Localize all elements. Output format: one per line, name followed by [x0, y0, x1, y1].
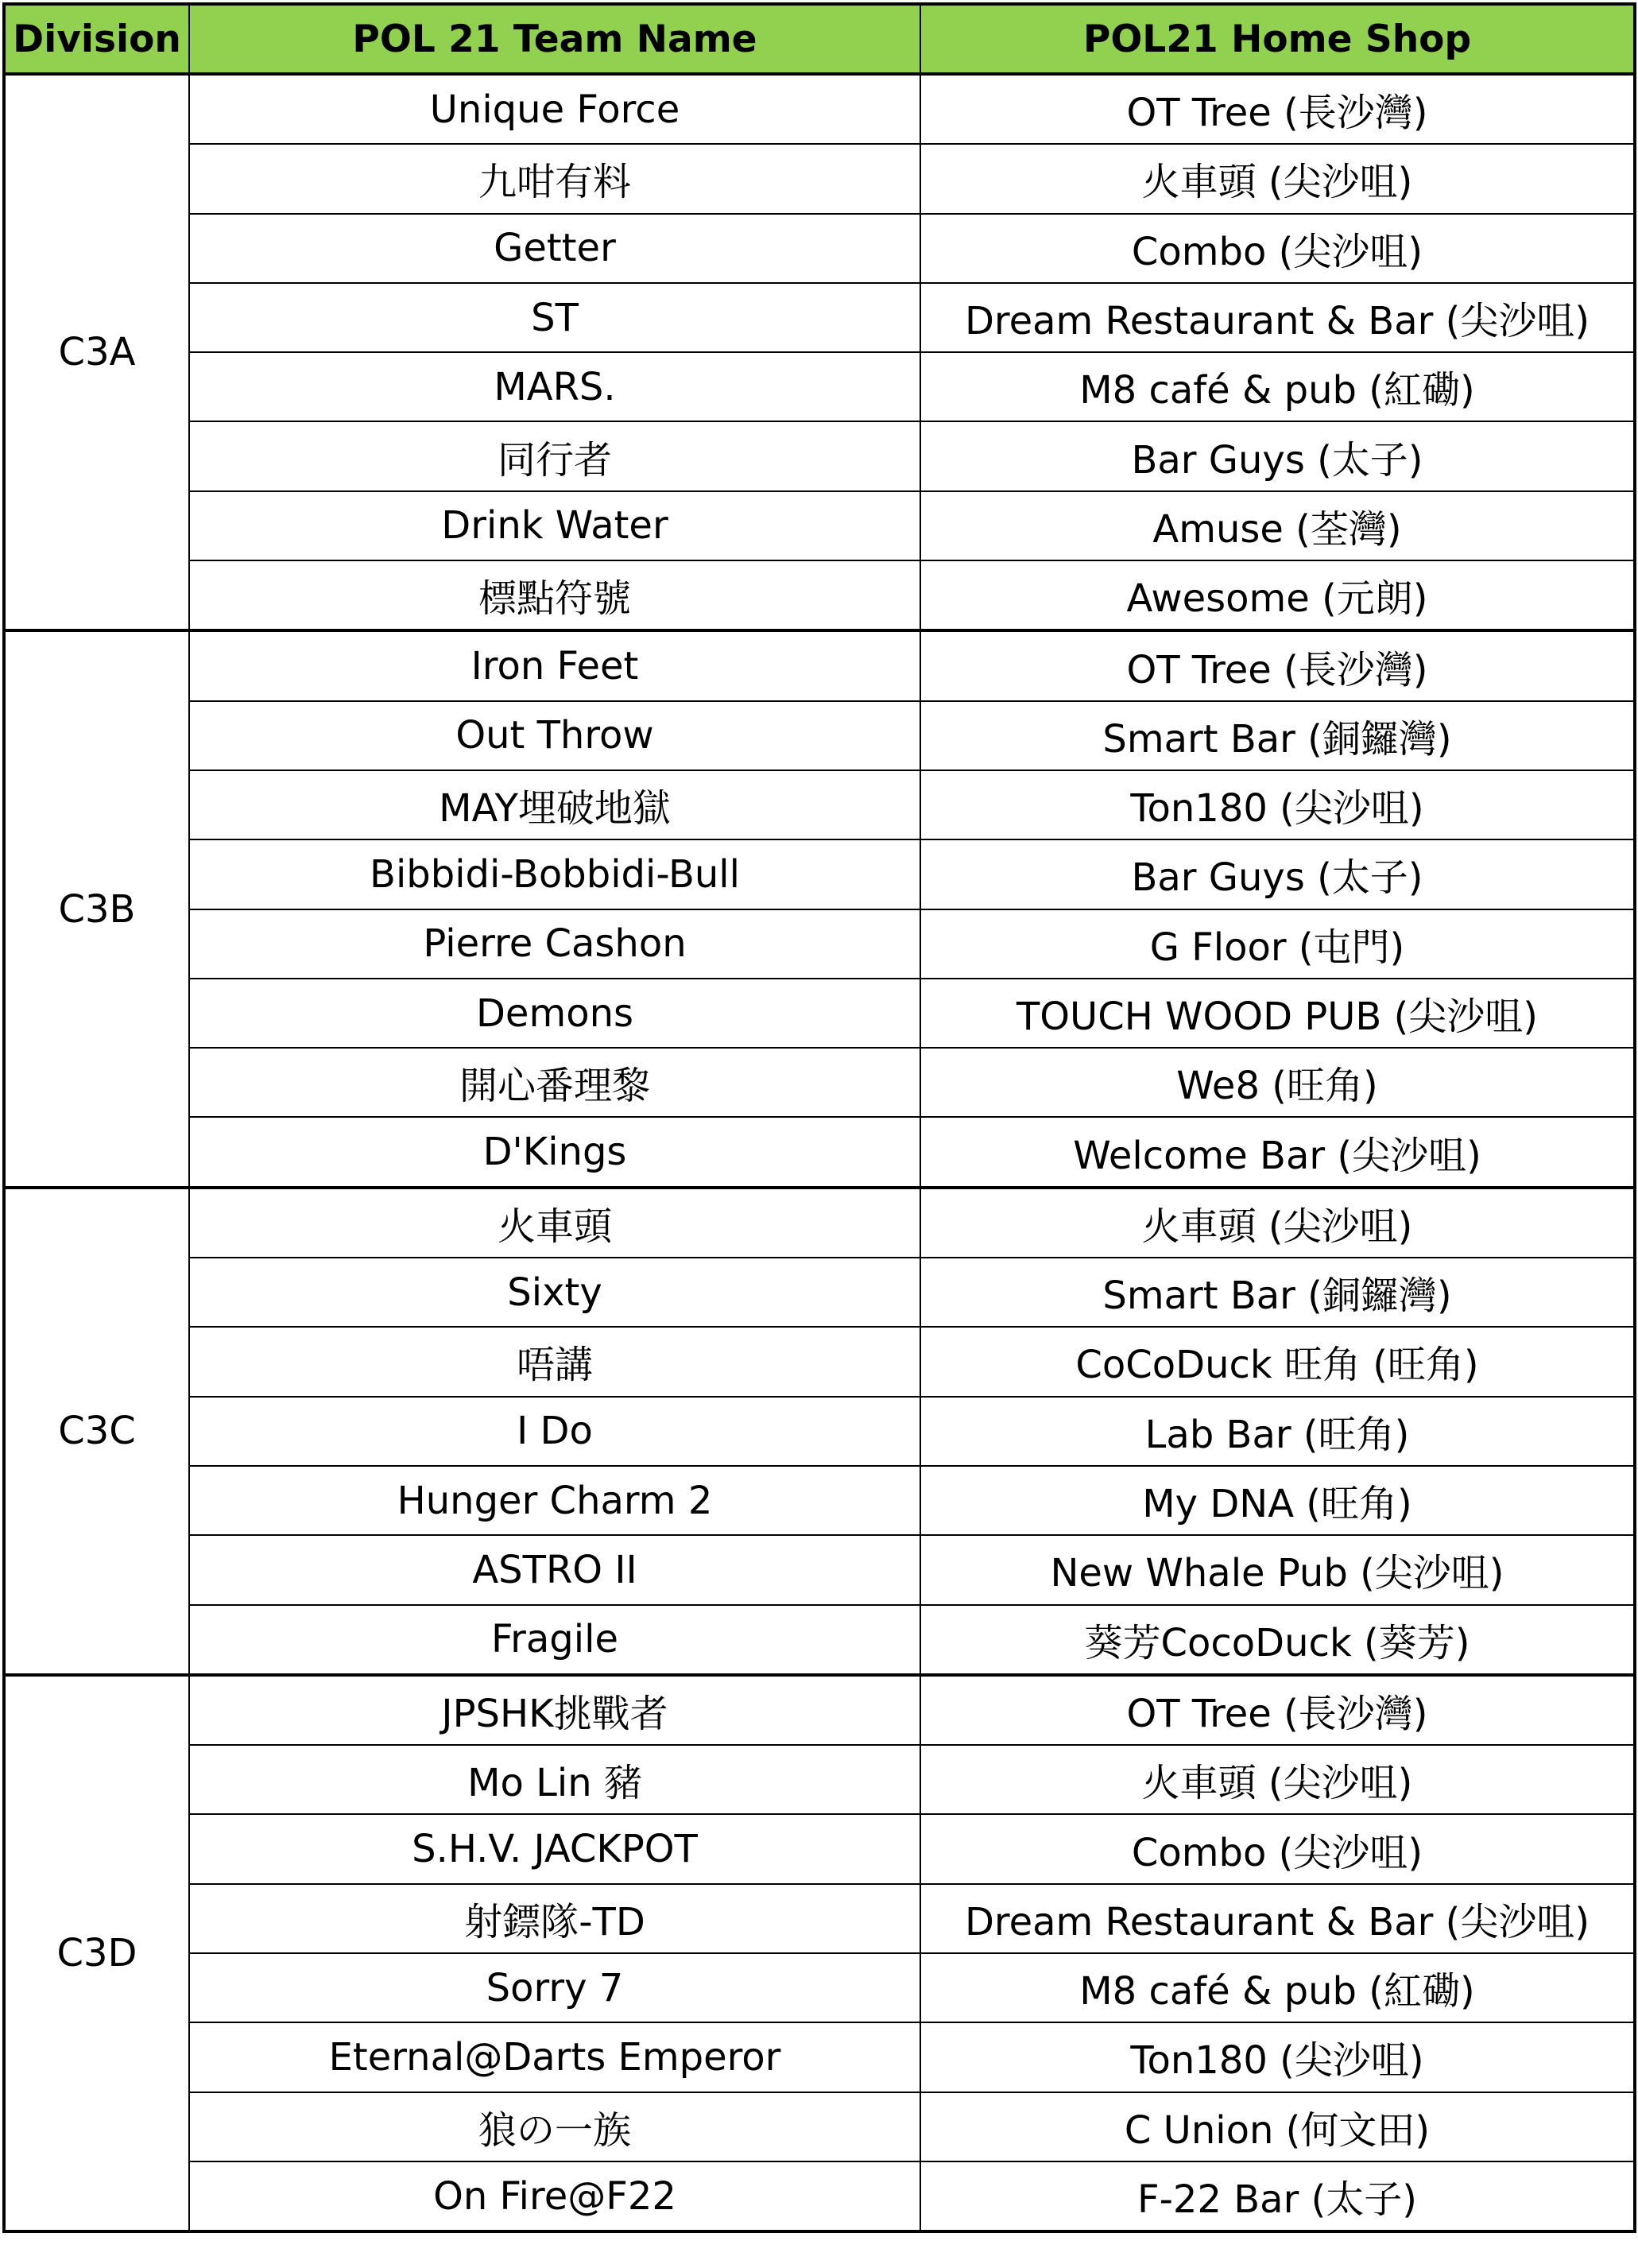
table-row: [4, 1117, 1635, 1187]
division-group: [4, 74, 1635, 630]
home-shop-cell: F-22 Bar (太子): [920, 2161, 1635, 2231]
home-shop-cell: Smart Bar (銅鑼灣): [920, 1258, 1635, 1327]
home-shop-cell: TOUCH WOOD PUB (尖沙咀): [920, 979, 1635, 1048]
team-name-cell: 開心番理黎: [189, 1048, 920, 1117]
team-name-cell: On Fire@F22: [189, 2161, 920, 2231]
team-name-cell: Demons: [189, 979, 920, 1048]
home-shop-cell: Combo (尖沙咀): [920, 214, 1635, 283]
home-shop-cell: New Whale Pub (尖沙咀): [920, 1535, 1635, 1604]
team-name-cell: Bibbidi-Bobbidi-Bull: [189, 839, 920, 909]
team-name-cell: Sixty: [189, 1258, 920, 1327]
team-name-cell: JPSHK挑戰者: [189, 1675, 920, 1745]
table-row: [4, 979, 1635, 1048]
home-shop-cell: OT Tree (長沙灣): [920, 630, 1635, 700]
table-row: [4, 839, 1635, 909]
team-name-cell: 九咁有料: [189, 144, 920, 213]
home-shop-cell: Welcome Bar (尖沙咀): [920, 1117, 1635, 1187]
home-shop-cell: Awesome (元朗): [920, 560, 1635, 630]
table-row: [4, 1745, 1635, 1814]
home-shop-cell: Bar Guys (太子): [920, 839, 1635, 909]
header-home-shop: POL21 Home Shop: [920, 4, 1635, 74]
table-row: [4, 1675, 1635, 1745]
division-group: [4, 630, 1635, 1187]
table-row: [4, 1953, 1635, 2022]
table-row: [4, 352, 1635, 421]
division-group: [4, 1188, 1635, 1675]
table-row: [4, 144, 1635, 213]
table-row: [4, 1188, 1635, 1258]
home-shop-cell: Ton180 (尖沙咀): [920, 2022, 1635, 2092]
table-row: [4, 491, 1635, 560]
home-shop-cell: Bar Guys (太子): [920, 421, 1635, 490]
home-shop-cell: Dream Restaurant & Bar (尖沙咀): [920, 1884, 1635, 1953]
home-shop-cell: Smart Bar (銅鑼灣): [920, 701, 1635, 770]
division-cell: C3D: [4, 1675, 189, 2231]
table-row: [4, 421, 1635, 490]
home-shop-cell: M8 café & pub (紅磡): [920, 352, 1635, 421]
team-name-cell: Sorry 7: [189, 1953, 920, 2022]
table-row: [4, 2092, 1635, 2161]
home-shop-cell: Ton180 (尖沙咀): [920, 770, 1635, 839]
table-row: [4, 283, 1635, 352]
team-name-cell: 火車頭: [189, 1188, 920, 1258]
team-name-cell: 狼の一族: [189, 2092, 920, 2161]
home-shop-cell: Amuse (荃灣): [920, 491, 1635, 560]
home-shop-cell: We8 (旺角): [920, 1048, 1635, 1117]
header-division: Division: [4, 4, 189, 74]
team-name-cell: Mo Lin 豬: [189, 1745, 920, 1814]
table-row: [4, 2022, 1635, 2092]
team-name-cell: Eternal@Darts Emperor: [189, 2022, 920, 2092]
home-shop-cell: 火車頭 (尖沙咀): [920, 1745, 1635, 1814]
table-row: [4, 214, 1635, 283]
table-row: [4, 1814, 1635, 1883]
table-row: [4, 1258, 1635, 1327]
home-shop-cell: CoCoDuck 旺角 (旺角): [920, 1327, 1635, 1396]
team-name-cell: ST: [189, 283, 920, 352]
division-cell: C3B: [4, 630, 189, 1187]
team-name-cell: 同行者: [189, 421, 920, 490]
table-header: [4, 4, 1635, 74]
team-name-cell: S.H.V. JACKPOT: [189, 1814, 920, 1883]
home-shop-cell: My DNA (旺角): [920, 1466, 1635, 1535]
home-shop-cell: G Floor (屯門): [920, 909, 1635, 979]
table-row: [4, 1048, 1635, 1117]
home-shop-cell: 葵芳CocoDuck (葵芳): [920, 1605, 1635, 1675]
home-shop-cell: 火車頭 (尖沙咀): [920, 1188, 1635, 1258]
table-row: [4, 560, 1635, 630]
home-shop-cell: OT Tree (長沙灣): [920, 74, 1635, 144]
table-row: [4, 1605, 1635, 1675]
table-row: [4, 1397, 1635, 1466]
table-row: [4, 701, 1635, 770]
team-name-cell: Getter: [189, 214, 920, 283]
team-name-cell: 唔講: [189, 1327, 920, 1396]
header-team-name: POL 21 Team Name: [189, 4, 920, 74]
home-shop-cell: Dream Restaurant & Bar (尖沙咀): [920, 283, 1635, 352]
team-name-cell: 射鏢隊-TD: [189, 1884, 920, 1953]
team-name-cell: ASTRO II: [189, 1535, 920, 1604]
table-row: [4, 1466, 1635, 1535]
table-row: [4, 909, 1635, 979]
division-cell: C3C: [4, 1188, 189, 1675]
division-group: [4, 1675, 1635, 2231]
table-row: [4, 1535, 1635, 1604]
team-name-cell: Pierre Cashon: [189, 909, 920, 979]
division-cell: C3A: [4, 74, 189, 630]
team-name-cell: D'Kings: [189, 1117, 920, 1187]
team-name-cell: Out Throw: [189, 701, 920, 770]
team-name-cell: Hunger Charm 2: [189, 1466, 920, 1535]
team-name-cell: 標點符號: [189, 560, 920, 630]
home-shop-cell: 火車頭 (尖沙咀): [920, 144, 1635, 213]
home-shop-cell: Combo (尖沙咀): [920, 1814, 1635, 1883]
table-row: [4, 770, 1635, 839]
table-row: [4, 74, 1635, 144]
team-name-cell: Iron Feet: [189, 630, 920, 700]
table-row: [4, 2161, 1635, 2231]
division-roster-table: [2, 2, 1636, 2233]
team-name-cell: MAY埋破地獄: [189, 770, 920, 839]
table-row: [4, 630, 1635, 700]
table-row: [4, 1327, 1635, 1396]
home-shop-cell: M8 café & pub (紅磡): [920, 1953, 1635, 2022]
table-row: [4, 1884, 1635, 1953]
team-name-cell: Drink Water: [189, 491, 920, 560]
home-shop-cell: OT Tree (長沙灣): [920, 1675, 1635, 1745]
team-name-cell: Unique Force: [189, 74, 920, 144]
team-name-cell: Fragile: [189, 1605, 920, 1675]
header-row: [4, 4, 1635, 74]
team-name-cell: MARS.: [189, 352, 920, 421]
home-shop-cell: C Union (何文田): [920, 2092, 1635, 2161]
team-name-cell: I Do: [189, 1397, 920, 1466]
home-shop-cell: Lab Bar (旺角): [920, 1397, 1635, 1466]
